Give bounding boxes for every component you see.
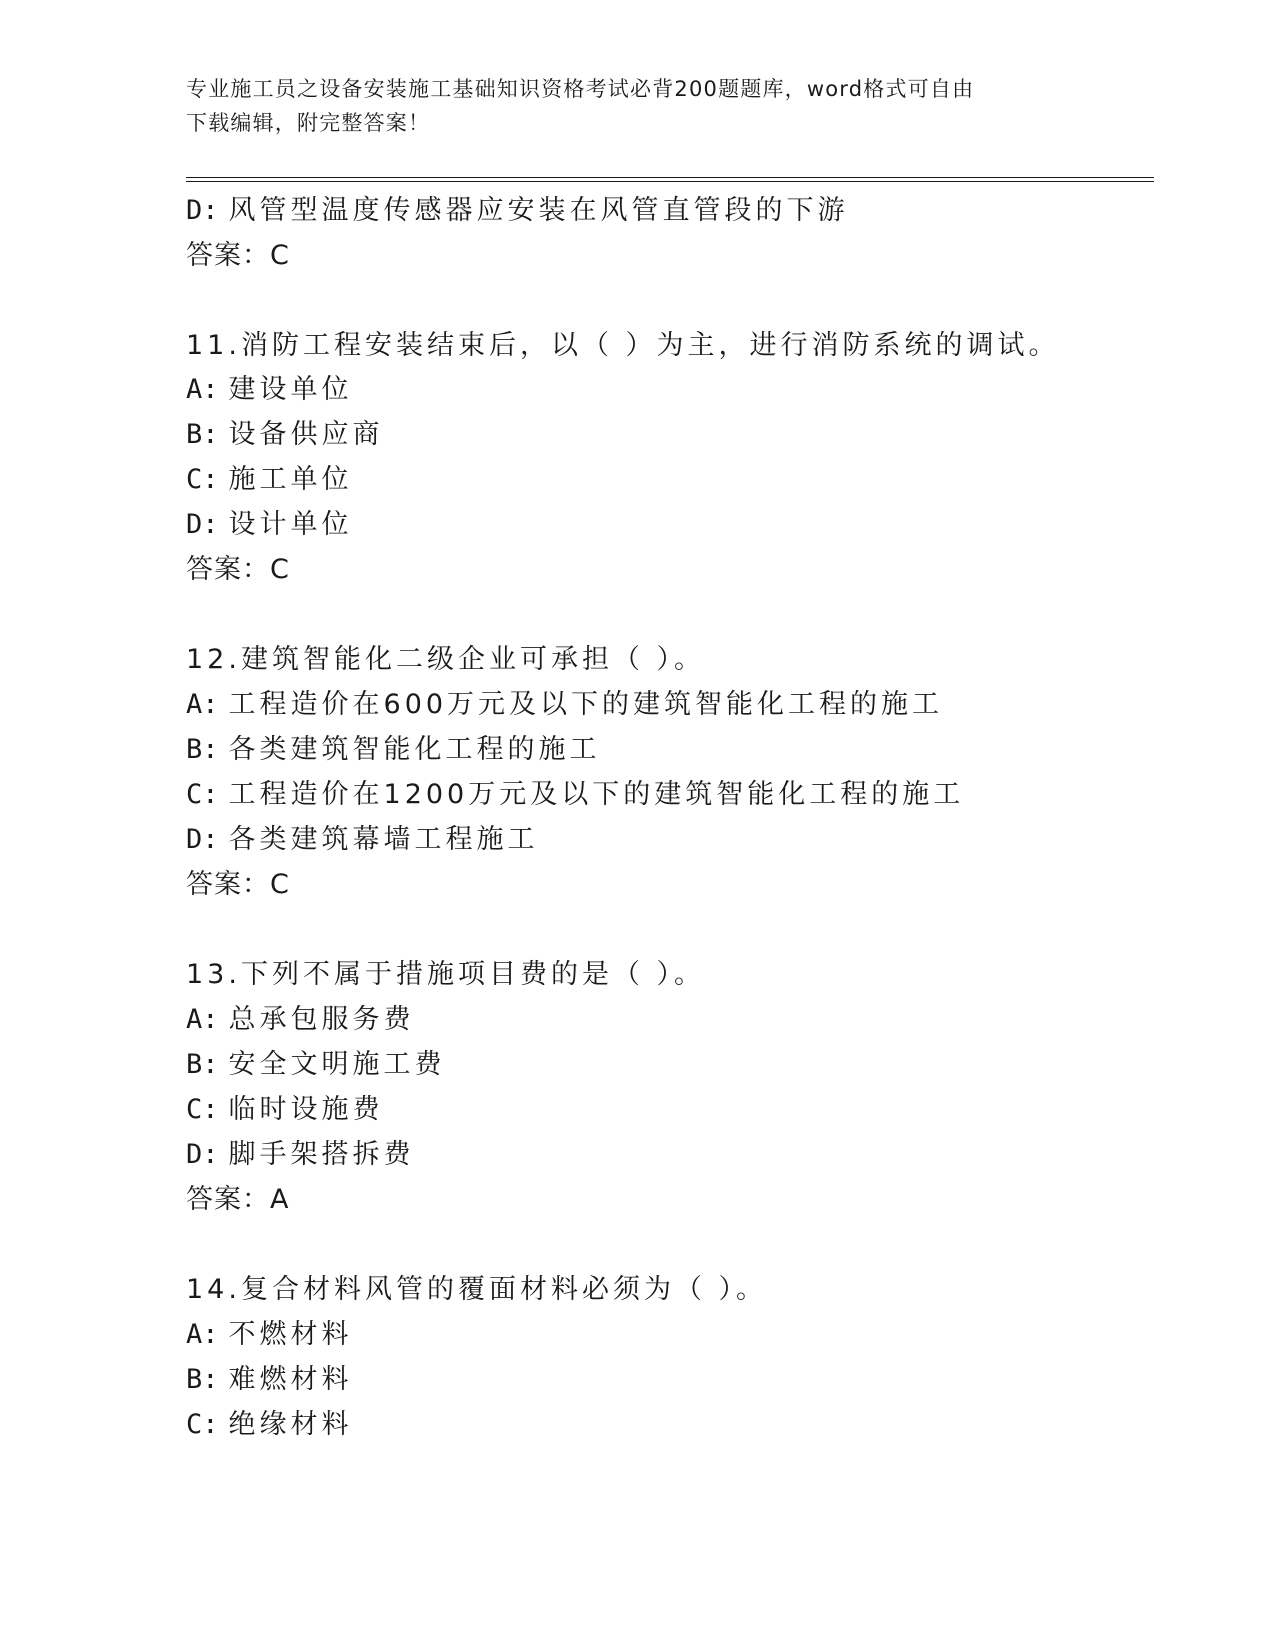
option-line: [186, 502, 353, 541]
option-text: 安全文明施工费: [228, 1049, 446, 1080]
header-divider-top: [186, 177, 1154, 178]
answer-line: 答案：A: [186, 1184, 290, 1215]
option-prefix: C:: [186, 779, 219, 810]
option-text: 工程造价在600万元及以下的建筑智能化工程的施工: [228, 689, 944, 720]
option-text: 临时设施费: [228, 1094, 384, 1125]
option-text: 设备供应商: [228, 419, 384, 450]
option-prefix: B:: [186, 734, 219, 765]
option-prefix: A:: [186, 1319, 219, 1350]
header-line-2: 下载编辑，附完整答案！: [186, 111, 431, 135]
option-prefix: B:: [186, 1364, 219, 1395]
question-stem: 12.建筑智能化二级企业可承担（ ）。: [186, 644, 706, 675]
option-prefix: D:: [186, 195, 219, 226]
option-line: [186, 1042, 446, 1081]
option-prefix: D:: [186, 1139, 219, 1170]
option-text: 工程造价在1200万元及以下的建筑智能化工程的施工: [228, 779, 965, 810]
option-line: [186, 367, 353, 406]
question-stem: 13.下列不属于措施项目费的是（ ）。: [186, 959, 706, 990]
option-line: [186, 412, 384, 451]
option-line: [186, 457, 353, 496]
option-prefix: D:: [186, 509, 219, 540]
header-line-1: 专业施工员之设备安装施工基础知识资格考试必背200题题库，word格式可自由: [186, 77, 975, 101]
option-line: [186, 1087, 384, 1126]
option-line: [186, 1132, 415, 1171]
option-prefix: C:: [186, 1409, 219, 1440]
fragment-answer: 答案：C: [186, 240, 290, 271]
fragment-option-d: [186, 188, 849, 227]
option-text: 建设单位: [228, 374, 353, 405]
option-line: [186, 727, 601, 766]
option-prefix: C:: [186, 464, 219, 495]
option-text: 风管型温度传感器应安装在风管直管段的下游: [228, 195, 849, 226]
answer-line: 答案：C: [186, 869, 290, 900]
option-text: 绝缘材料: [228, 1409, 353, 1440]
document-header: [186, 72, 1086, 140]
option-text: 难燃材料: [228, 1364, 353, 1395]
option-prefix: D:: [186, 824, 219, 855]
option-text: 施工单位: [228, 464, 353, 495]
option-line: [186, 1312, 353, 1351]
option-text: 各类建筑智能化工程的施工: [228, 734, 601, 765]
option-text: 各类建筑幕墙工程施工: [228, 824, 539, 855]
option-prefix: C:: [186, 1094, 219, 1125]
question-stem: 14.复合材料风管的覆面材料必须为（ ）。: [186, 1274, 768, 1305]
option-text: 总承包服务费: [228, 1004, 415, 1035]
option-text: 设计单位: [228, 509, 353, 540]
question-stem: 11.消防工程安装结束后，以（ ）为主，进行消防系统的调试。: [186, 330, 1060, 361]
option-prefix: B:: [186, 419, 219, 450]
option-line: [186, 1357, 353, 1396]
option-prefix: A:: [186, 374, 219, 405]
option-line: [186, 997, 415, 1036]
header-divider-bottom: [186, 181, 1154, 182]
option-prefix: A:: [186, 1004, 219, 1035]
option-line: [186, 817, 539, 856]
option-text: 脚手架搭拆费: [228, 1139, 415, 1170]
option-prefix: A:: [186, 689, 219, 720]
option-text: 不燃材料: [228, 1319, 353, 1350]
answer-line: 答案：C: [186, 554, 290, 585]
option-line: [186, 772, 964, 811]
option-prefix: B:: [186, 1049, 219, 1080]
option-line: [186, 1402, 353, 1441]
option-line: [186, 682, 943, 721]
